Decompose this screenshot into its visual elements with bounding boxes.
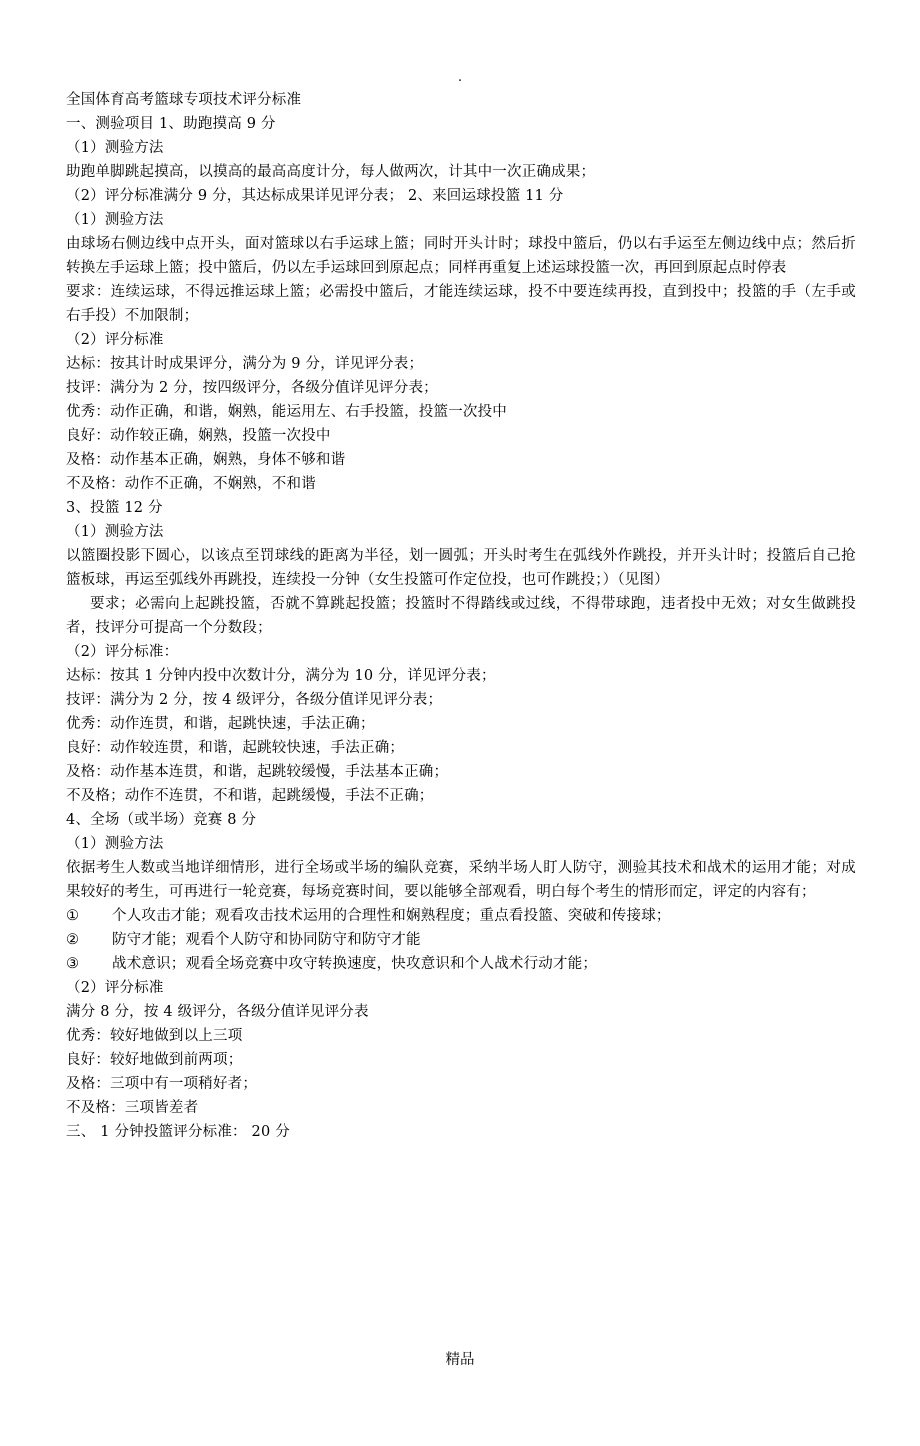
subheading: （2）评分标准	[66, 332, 164, 348]
subheading: （1）测验方法	[66, 836, 164, 852]
document-title: 全国体育高考篮球专项技术评分标准	[66, 92, 302, 108]
paragraph: 不及格；动作不连贯，不和谐，起跳缓慢，手法不正确；	[66, 788, 434, 804]
paragraph: 优秀：较好地做到以上三项	[66, 1028, 243, 1044]
subheading: （1）测验方法	[66, 140, 164, 156]
paragraph: 助跑单脚跳起摸高，以摸高的最高高度计分，每人做两次，计其中一次正确成果；	[66, 164, 596, 180]
subheading: （2）评分标准：	[66, 644, 179, 660]
subheading: （2）评分标准	[66, 980, 164, 996]
paragraph: 不及格：动作不正确，不娴熟，不和谐	[66, 476, 316, 492]
page-footer: 精品	[445, 1352, 475, 1368]
subheading: （1）测验方法	[66, 212, 164, 228]
list-text: 战术意识；观看全场竞赛中攻守转换速度，快攻意识和个人战术行动才能；	[112, 956, 598, 972]
list-text: 防守才能；观看个人防守和协同防守和防守才能	[112, 932, 421, 948]
paragraph: 良好：动作较正确，娴熟，投篮一次投中	[66, 428, 331, 444]
paragraph: 不及格：三项皆差者	[66, 1100, 199, 1116]
list-item	[66, 928, 856, 952]
paragraph: 要求；必需向上起跳投篮，否就不算跳起投篮；投篮时不得踏线或过线，不得带球跑，违者投中无效；对女生做跳投者，技评分可提高一个分数段；	[66, 596, 856, 636]
paragraph: 良好：动作较连贯，和谐，起跳较快速，手法正确；	[66, 740, 405, 756]
paragraph: 技评：满分为 2 分，按 4 级评分，各级分值详见评分表；	[66, 692, 443, 708]
document-body	[66, 88, 856, 1144]
header-mark: .	[457, 70, 463, 85]
paragraph: 达标：按其 1 分钟内投中次数计分，满分为 10 分，详见评分表；	[66, 668, 496, 684]
paragraph: 以篮圈投影下圆心，以该点至罚球线的距离为半径，划一圆弧；开头时考生在弧线外作跳投，并开头计时；投篮后自己抢篮板球，再运至弧线外再跳投，连续投一分钟（女生投篮可作定位投，也可作跳投；）（见图）	[66, 548, 856, 588]
paragraph: 及格：三项中有一项稍好者；	[66, 1076, 258, 1092]
list-marker: ③	[66, 956, 80, 972]
section-heading: 三、 1 分钟投篮评分标准： 20 分	[66, 1124, 290, 1140]
subheading: （1）测验方法	[66, 524, 164, 540]
list-marker: ②	[66, 932, 80, 948]
paragraph: 良好：较好地做到前两项；	[66, 1052, 243, 1068]
list-marker: ①	[66, 908, 80, 924]
section-heading: 4、全场（或半场）竞赛 8 分	[66, 812, 257, 828]
paragraph: 及格：动作基本连贯，和谐，起跳较缓慢，手法基本正确；	[66, 764, 449, 780]
paragraph: 优秀：动作连贯，和谐，起跳快速，手法正确；	[66, 716, 375, 732]
paragraph: 达标：按其计时成果评分，满分为 9 分，详见评分表；	[66, 356, 424, 372]
paragraph: 优秀：动作正确，和谐，娴熟，能运用左、右手投篮，投篮一次投中	[66, 404, 507, 420]
list-item	[66, 904, 856, 928]
section-heading: 一、测验项目 1、助跑摸高 9 分	[66, 116, 276, 132]
paragraph: 及格：动作基本正确，娴熟，身体不够和谐	[66, 452, 346, 468]
subheading: （2）评分标准满分 9 分，其达标成果详见评分表； 2、来回运球投篮 11 分	[66, 188, 564, 204]
paragraph: 要求：连续运球，不得远推运球上篮；必需投中篮后，才能连续运球，投不中要连续再投，直到投中；投篮的手（左手或右手投）不加限制；	[66, 284, 856, 324]
section-heading: 3、投篮 12 分	[66, 500, 163, 516]
paragraph: 依据考生人数或当地详细情形，进行全场或半场的编队竞赛，采纳半场人盯人防守，测验其技术和战术的运用才能；对成果较好的考生，可再进行一轮竞赛，每场竞赛时间，要以能够全部观看，明白每个考生的情形而定，评定的内容有；	[66, 860, 856, 900]
list-item	[66, 952, 856, 976]
paragraph: 满分 8 分，按 4 级评分，各级分值详见评分表	[66, 1004, 369, 1020]
paragraph: 技评：满分为 2 分，按四级评分，各级分值详见评分表；	[66, 380, 438, 396]
list-text: 个人攻击才能；观看攻击技术运用的合理性和娴熟程度；重点看投篮、突破和传接球；	[112, 908, 671, 924]
paragraph: 由球场右侧边线中点开头，面对篮球以右手运球上篮；同时开头计时；球投中篮后，仍以右手运至左侧边线中点；然后折转换左手运球上篮；投中篮后，仍以左手运球回到原起点；同样再重复上述运球投篮一次，再回到原起点时停表	[66, 236, 856, 276]
